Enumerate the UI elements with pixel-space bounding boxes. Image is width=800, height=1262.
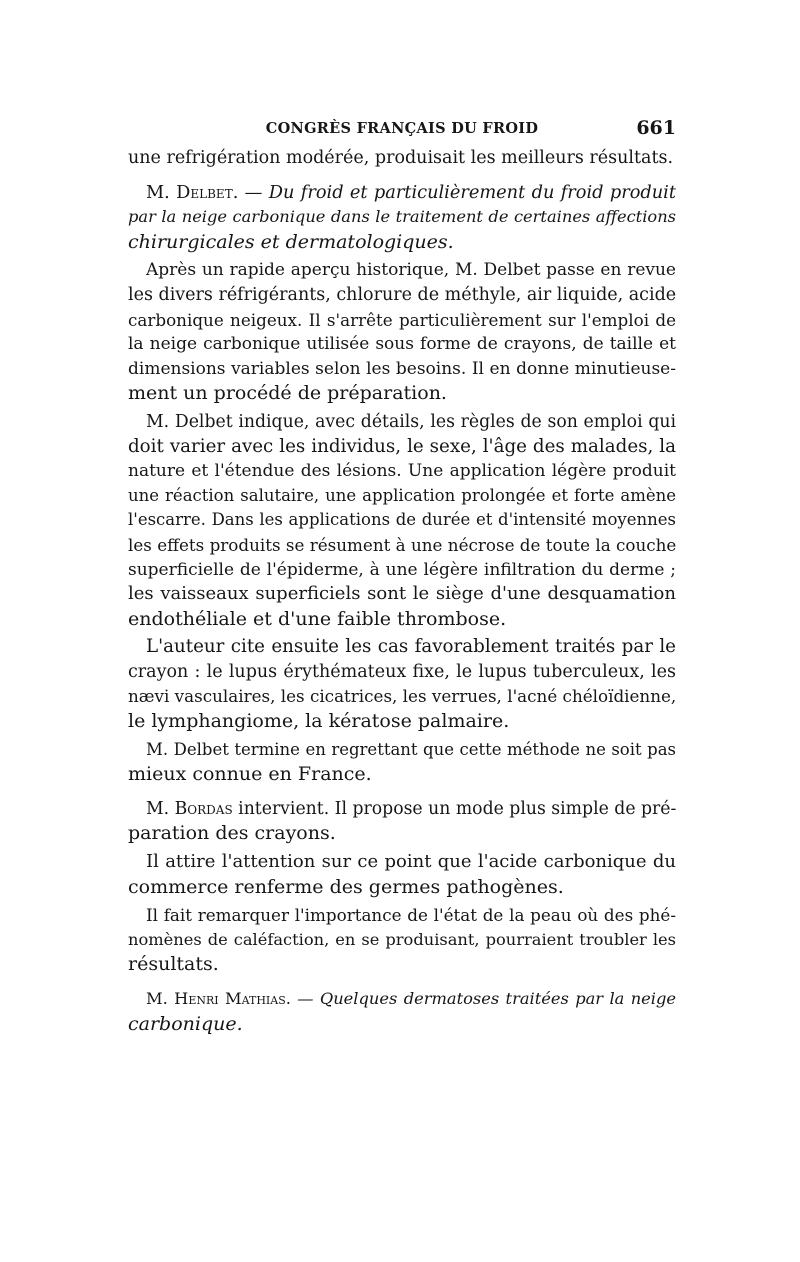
text-line: carbonique. bbox=[128, 1012, 243, 1035]
paragraph-delbet-title bbox=[128, 181, 676, 255]
page-header bbox=[128, 112, 676, 146]
text-line: Après un rapide aperçu historique, M. Delbet passe en revue bbox=[146, 260, 676, 281]
paragraph-bordas bbox=[128, 797, 676, 846]
speaker-name: M. Delbet. bbox=[146, 182, 239, 203]
text-line: carbonique neigeux. Il s'arrête particulièrement sur l'emploi de bbox=[128, 309, 676, 330]
text-line: l'escarre. Dans les applications de durée et d'intensité moyennes bbox=[128, 510, 676, 530]
text-line: Il fait remarquer l'importance de l'état de la peau où des phé- bbox=[146, 905, 676, 926]
text-line: paration des crayons. bbox=[128, 822, 336, 845]
text-line: endothéliale et d'une faible thrombose. bbox=[128, 607, 507, 630]
text-line: la neige carbonique utilisée sous forme de crayons, de taille et bbox=[128, 334, 676, 355]
text-line: ment un procédé de préparation. bbox=[128, 382, 447, 405]
paragraph-continuation bbox=[128, 146, 676, 171]
text-line: M. Delbet termine en regrettant que cette méthode ne soit pas bbox=[146, 739, 676, 759]
text-line: mieux connue en France. bbox=[128, 763, 372, 786]
communication-title: — Quelques dermatoses traitées par la neige bbox=[290, 989, 676, 1008]
text-line: doit varier avec les individus, le sexe, l'âge des malades, la bbox=[128, 435, 676, 457]
paragraph-delbet-rules bbox=[128, 410, 676, 631]
book-page bbox=[128, 112, 676, 1036]
text-line: commerce renferme des germes pathogènes. bbox=[128, 875, 564, 898]
running-head: CONGRÈS FRANÇAIS DU FROID bbox=[265, 120, 539, 137]
speaker-name: M. Bordas bbox=[146, 798, 233, 819]
paragraph-cases bbox=[128, 635, 676, 733]
text-line: nævi vasculaires, les cicatrices, les verrues, l'acné chéloïdienne, bbox=[128, 686, 677, 707]
paragraph-conclusion bbox=[128, 738, 676, 787]
text-line bbox=[128, 987, 676, 1012]
text-line: les effets produits se résument à une nécrose de toute la couche bbox=[128, 534, 677, 555]
text-line: M. Delbet indique, avec détails, les règles de son emploi qui bbox=[146, 411, 676, 432]
text-line: une réaction salutaire, une application prolongée et forte amène bbox=[128, 485, 676, 505]
text-line: L'auteur cite ensuite les cas favorablement traités par le bbox=[146, 636, 676, 658]
paragraph-bordas-skin bbox=[128, 903, 676, 977]
text-line bbox=[128, 181, 676, 206]
paragraph-mathias-title bbox=[128, 987, 676, 1036]
text-line: superficielle de l'épiderme, à une légère infiltration du derme ; bbox=[128, 559, 676, 580]
page-number: 661 bbox=[636, 117, 676, 139]
text-line: les divers réfrigérants, chlorure de méthyle, air liquide, acide bbox=[128, 284, 677, 305]
text-line: une refrigération modérée, produisait les meilleurs résultats. bbox=[128, 148, 674, 168]
text-line: Il attire l'attention sur ce point que l'acide carbonique du bbox=[146, 851, 676, 873]
paragraph-delbet-summary bbox=[128, 258, 676, 406]
text-line: nomènes de caléfaction, en se produisant, pourraient troubler les bbox=[128, 929, 676, 949]
text-line: crayon : le lupus érythémateux fixe, le lupus tuberculeux, les bbox=[128, 661, 676, 682]
text-line: par la neige carbonique dans le traitement de certaines affections bbox=[128, 207, 676, 227]
text-span: intervient. Il propose un mode plus simple de pré- bbox=[232, 798, 677, 819]
text-line: dimensions variables selon les besoins. Il en donne minutieuse- bbox=[128, 358, 676, 379]
paragraph-bordas-germs bbox=[128, 850, 676, 899]
text-line: chirurgicales et dermatologiques. bbox=[128, 230, 454, 253]
text-line: les vaisseaux superficiels sont le siège d'une desquamation bbox=[128, 583, 676, 605]
communication-title: — Du froid et particulièrement du froid produit bbox=[238, 182, 676, 203]
text-line: le lymphangiome, la kératose palmaire. bbox=[128, 710, 510, 733]
text-line bbox=[128, 797, 676, 822]
text-line: nature et l'étendue des lésions. Une application légère produit bbox=[128, 461, 676, 482]
text-line: résultats. bbox=[128, 953, 219, 976]
speaker-name: M. Henri Mathias. bbox=[146, 989, 291, 1008]
